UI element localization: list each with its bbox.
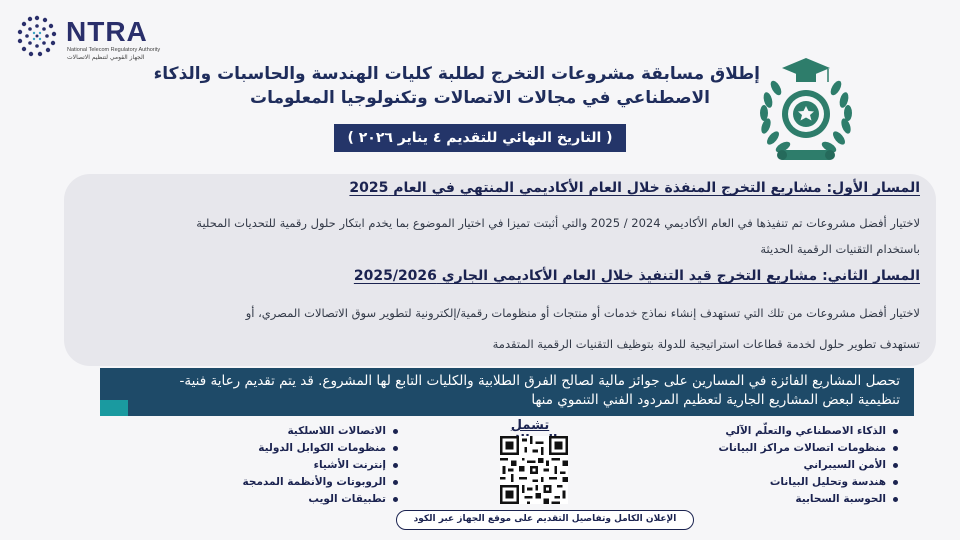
title-line-2: الاصطناعي في مجالات الاتصالات وتكنولوجيا المعلومات [249,88,711,108]
list-item: تطبيقات الويب [198,491,398,508]
deadline-badge: ( التاريخ النهائي للتقديم ٤ يناير ٢٠٢٦ ) [334,124,626,152]
title-line-1: إطلاق مسابقة مشروعات التخرج لطلبة كليات الهندسة والحاسبات والذكاء [153,64,760,84]
qr-code[interactable] [500,436,568,504]
logo-wordmark: NTRA [66,16,148,47]
ntra-dots-icon [14,14,60,60]
banner-accent [100,400,128,416]
track-2-desc-line-2: تستهدف تطوير حلول لخدمة قطاعات استراتيجية للدولة بتوظيف التقنيات الرقمية المتقدمة [492,337,920,351]
footer-note: الإعلان الكامل وتفاصيل التقديم على موقع الجهاز عبر الكود [396,510,694,530]
graduation-laurel-emblem-icon [740,52,872,172]
track-2-title: المسار الثاني: مشاريع التخرج قيد التنفيذ خلال العام الأكاديمي الجاري 2025/2026 [353,268,920,284]
banner-line-2: تنظيمية لبعض المشاريع الجارية لتعظيم المردود الفني التنموي منها [531,392,900,408]
list-item: الاتصالات اللاسلكية [198,423,398,440]
fields-list-right [698,423,898,508]
page-title [153,62,760,110]
fields-heading: تشمل [510,418,550,433]
banner-line-1: تحصل المشاريع الفائزة في المسارين على جوائز مالية لصالح الفرق الطلابية والكليات التابع لها المشروع. قد يتم تقديم رعاية فنية- [179,373,900,389]
prizes-banner-text [140,372,900,410]
ntra-logo [14,14,174,62]
track-1-desc-line-1: لاختيار أفضل مشروعات تم تنفيذها في العام الأكاديمي 2024 / 2025 والتي أثبتت تميزا في اختيار الموضوع بما يخدم ابتكار حلول رقمية للتحديات المحلية [196,216,920,230]
list-item: الروبوتات والأنظمة المدمجة [198,474,398,491]
list-item: إنترنت الأشياء [198,457,398,474]
list-item: منظومات اتصالات مراكز البيانات [698,440,898,457]
track-1-desc-line-2: باستخدام التقنيات الرقمية الحديثة [760,242,920,256]
fields-list-left [198,423,398,508]
track-2-desc-line-1: لاختيار أفضل مشروعات من تلك التي تستهدف إنشاء نماذج خدمات أو منتجات أو منظومات رقمية/إلكترونية لتطوير سوق الاتصالات المصري، أو [245,306,920,320]
list-item: منظومات الكوابل الدولية [198,440,398,457]
track-1-title: المسار الأول: مشاريع التخرج المنفذة خلال العام الأكاديمي المنتهي في العام 2025 [349,180,920,196]
logo-subtitle-en: National Telecom Regulatory Authority [67,47,161,53]
list-item: الأمن السيبراني [698,457,898,474]
list-item: الذكاء الاصطناعي والتعلّم الآلي [698,423,898,440]
list-item: هندسة وتحليل البيانات [698,474,898,491]
list-item: الحوسبة السحابية [698,491,898,508]
logo-subtitle-ar: الجهاز القومي لتنظيم الاتصالات [67,54,145,61]
